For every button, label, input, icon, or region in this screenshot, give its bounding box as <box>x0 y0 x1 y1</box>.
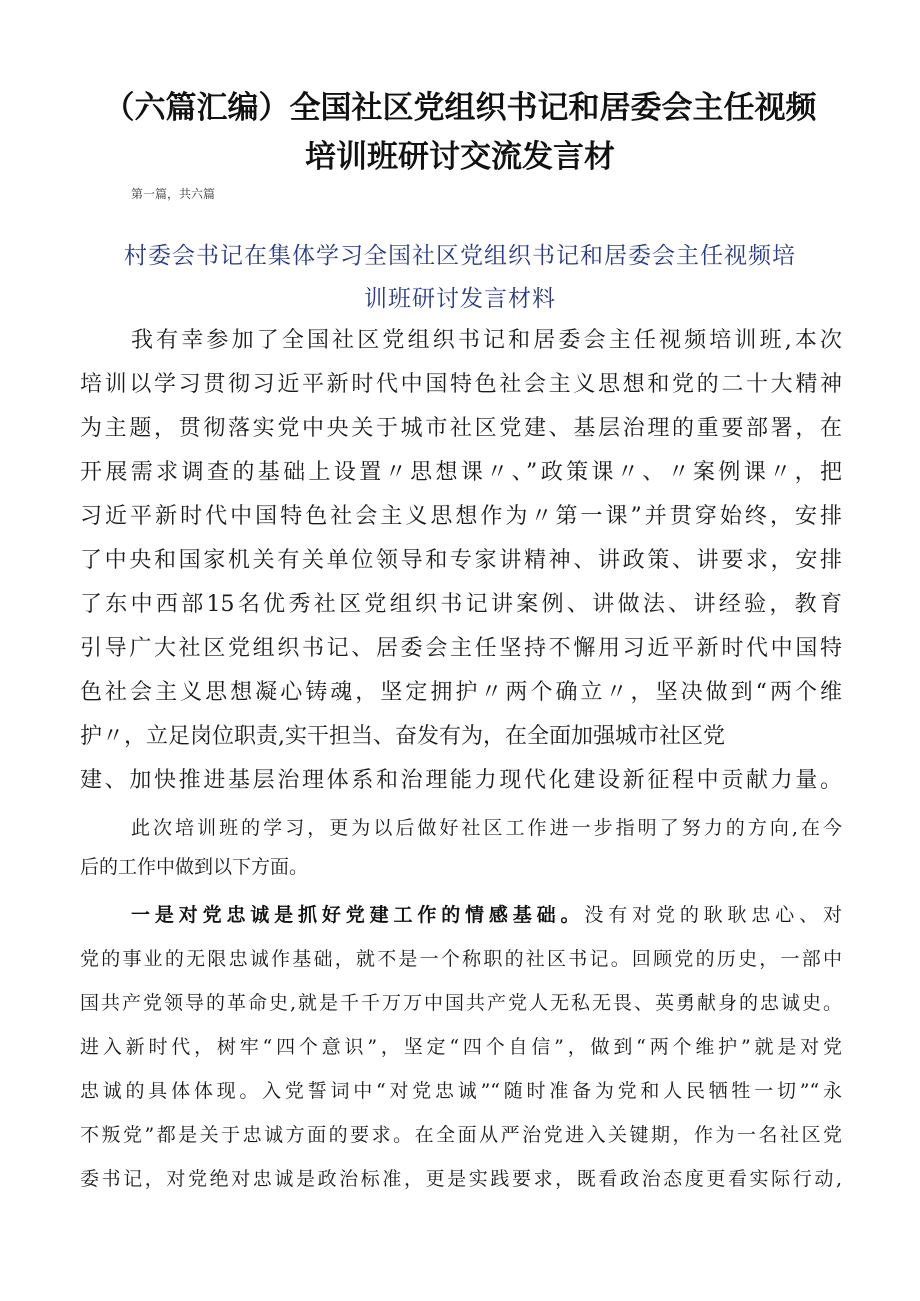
paragraph-line: 我有幸参加了全国社区党组织书记和居委会主任视频培训班,本次 <box>131 328 842 353</box>
paragraph-line: 忠诚的具体体现。入党誓词中“对党忠诚”“随时准备为党和人民牺牲一切”“永 <box>80 1080 842 1102</box>
paragraph-line: 习近平新时代中国特色社会主义思想作为〃第一课”并贯穿始终，安排 <box>80 504 842 529</box>
paragraph-line: 开展需求调查的基础上设置〃思想课〃、”政策课〃、〃案例课〃，把 <box>80 460 842 485</box>
paragraph-lead-sentence: 一是对党忠诚是抓好党建工作的情感基础。 <box>131 904 585 926</box>
paragraph-line: 色社会主义思想凝心铸魂，坚定拥护〃两个确立〃，坚决做到“两个维 <box>80 680 842 705</box>
paragraph-line <box>131 900 842 930</box>
paragraph-line: 培训以学习贯彻习近平新时代中国特色社会主义思想和党的二十大精神 <box>80 372 842 397</box>
document-title-line-2: 培训班研讨交流发言材 <box>305 139 615 175</box>
paragraph-line: 了中央和国家机关有关单位领导和专家讲精神、讲政策、讲要求，安排 <box>80 548 842 573</box>
paragraph-line: 了东中西部15名优秀社区党组织书记讲案例、讲做法、讲经验，教育 <box>80 592 842 617</box>
subtitle-line-1: 村委会书记在集体学习全国社区党组织书记和居委会主任视频培 <box>124 243 796 269</box>
paragraph-line: 引导广大社区党组织书记、居委会主任坚持不懈用习近平新时代中国特 <box>80 636 842 661</box>
paragraph-line: 党的事业的无限忠诚作基础，就不是一个称职的社区书记。回顾党的历史，一部中 <box>80 948 842 970</box>
paragraph-lead-rest: 没有对党的耿耿忠心、对 <box>584 904 842 926</box>
subtitle-line-2: 训班研讨发言材料 <box>364 286 556 312</box>
paragraph-line: 进入新时代，树牢“四个意识”，坚定“四个自信”，做到“两个维护”就是对党 <box>80 1036 842 1058</box>
part-label: 第一篇，共六篇 <box>131 187 216 201</box>
paragraph-line: 国共产党领导的革命史,就是千千万万中国共产党人无私无畏、英勇献身的忠诚史。 <box>80 992 842 1014</box>
paragraph-line: 建、加快推进基层治理体系和治理能力现代化建设新征程中贡献力量。 <box>80 768 842 793</box>
paragraph-line: 此次培训班的学习，更为以后做好社区工作进一步指明了努力的方向,在今 <box>131 817 842 839</box>
paragraph-line: 护〃，立足岗位职责,实干担当、奋发有为，在全面加强城市社区党 <box>80 724 725 749</box>
paragraph-line: 不叛党”都是关于忠诚方面的要求。在全面从严治党进入关键期，作为一名社区党 <box>80 1124 842 1146</box>
paragraph-line: 委书记，对党绝对忠诚是政治标准，更是实践要求，既看政治态度更看实际行动, <box>80 1168 842 1190</box>
paragraph-line: 为主题，贯彻落实党中央关于城市社区党建、基层治理的重要部署，在 <box>80 416 842 441</box>
paragraph-line: 后的工作中做到以下方面。 <box>80 856 309 878</box>
document-title-line-1: （六篇汇编）全国社区党组织书记和居委会主任视频 <box>103 90 817 126</box>
